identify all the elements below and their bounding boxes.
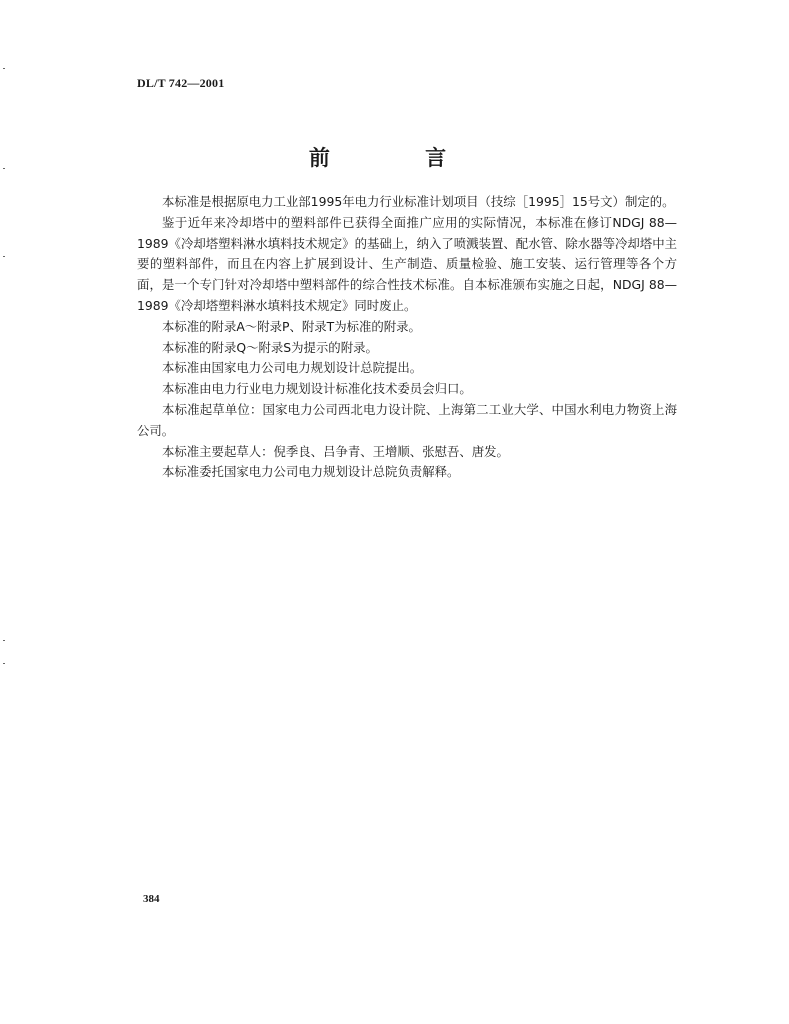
page-number: 384 xyxy=(143,893,160,905)
scan-margin-mark xyxy=(3,68,5,69)
paragraph: 本标准是根据原电力工业部1995年电力行业标准计划项目（技综［1995］15号文）制定的。 xyxy=(162,194,675,209)
paragraph: 本标准主要起草人：倪季良、吕争青、王增顺、张慰吾、唐发。 xyxy=(162,443,509,459)
scan-margin-mark xyxy=(3,256,5,257)
body-text xyxy=(137,192,677,483)
paragraph: 本标准由国家电力公司电力规划设计总院提出。 xyxy=(162,360,423,376)
paragraph: 本标准的附录Q～附录S为提示的附录。 xyxy=(162,339,378,355)
document-code: DL/T 742—2001 xyxy=(137,76,225,90)
paragraph: 本标准的附录A～附录P、附录T为标准的附录。 xyxy=(162,318,421,334)
scan-margin-mark xyxy=(3,663,5,664)
scan-margin-mark xyxy=(3,640,5,641)
page-title: 前 言 xyxy=(308,145,491,170)
paragraph: 本标准由电力行业电力规划设计标准化技术委员会归口。 xyxy=(162,381,472,397)
paragraph: 本标准委托国家电力公司电力规划设计总院负责解释。 xyxy=(162,464,460,480)
scan-margin-mark xyxy=(3,168,5,169)
paragraph: 本标准起草单位：国家电力公司西北电力设计院、上海第二工业大学、中国水利电力物资上海公司。 xyxy=(137,401,677,438)
paragraph: 鉴于近年来冷却塔中的塑料部件已获得全面推广应用的实际情况，本标准在修订NDGJ 88—1989《冷却塔塑料淋水填料技术规定》的基础上，纳入了喷溅装置、配水管、除水器等冷却塔中主要的塑料部件，而且在内容上扩展到设计、生产制造、质量检验、施工安装、运行管理等各个方面，是一个专门针对冷却塔中塑料部件的综合性技术标准。自本标准颁布实施之日起，NDGJ 88—1989《冷却塔塑料淋水填料技术规定》同时废止。 xyxy=(137,214,677,313)
